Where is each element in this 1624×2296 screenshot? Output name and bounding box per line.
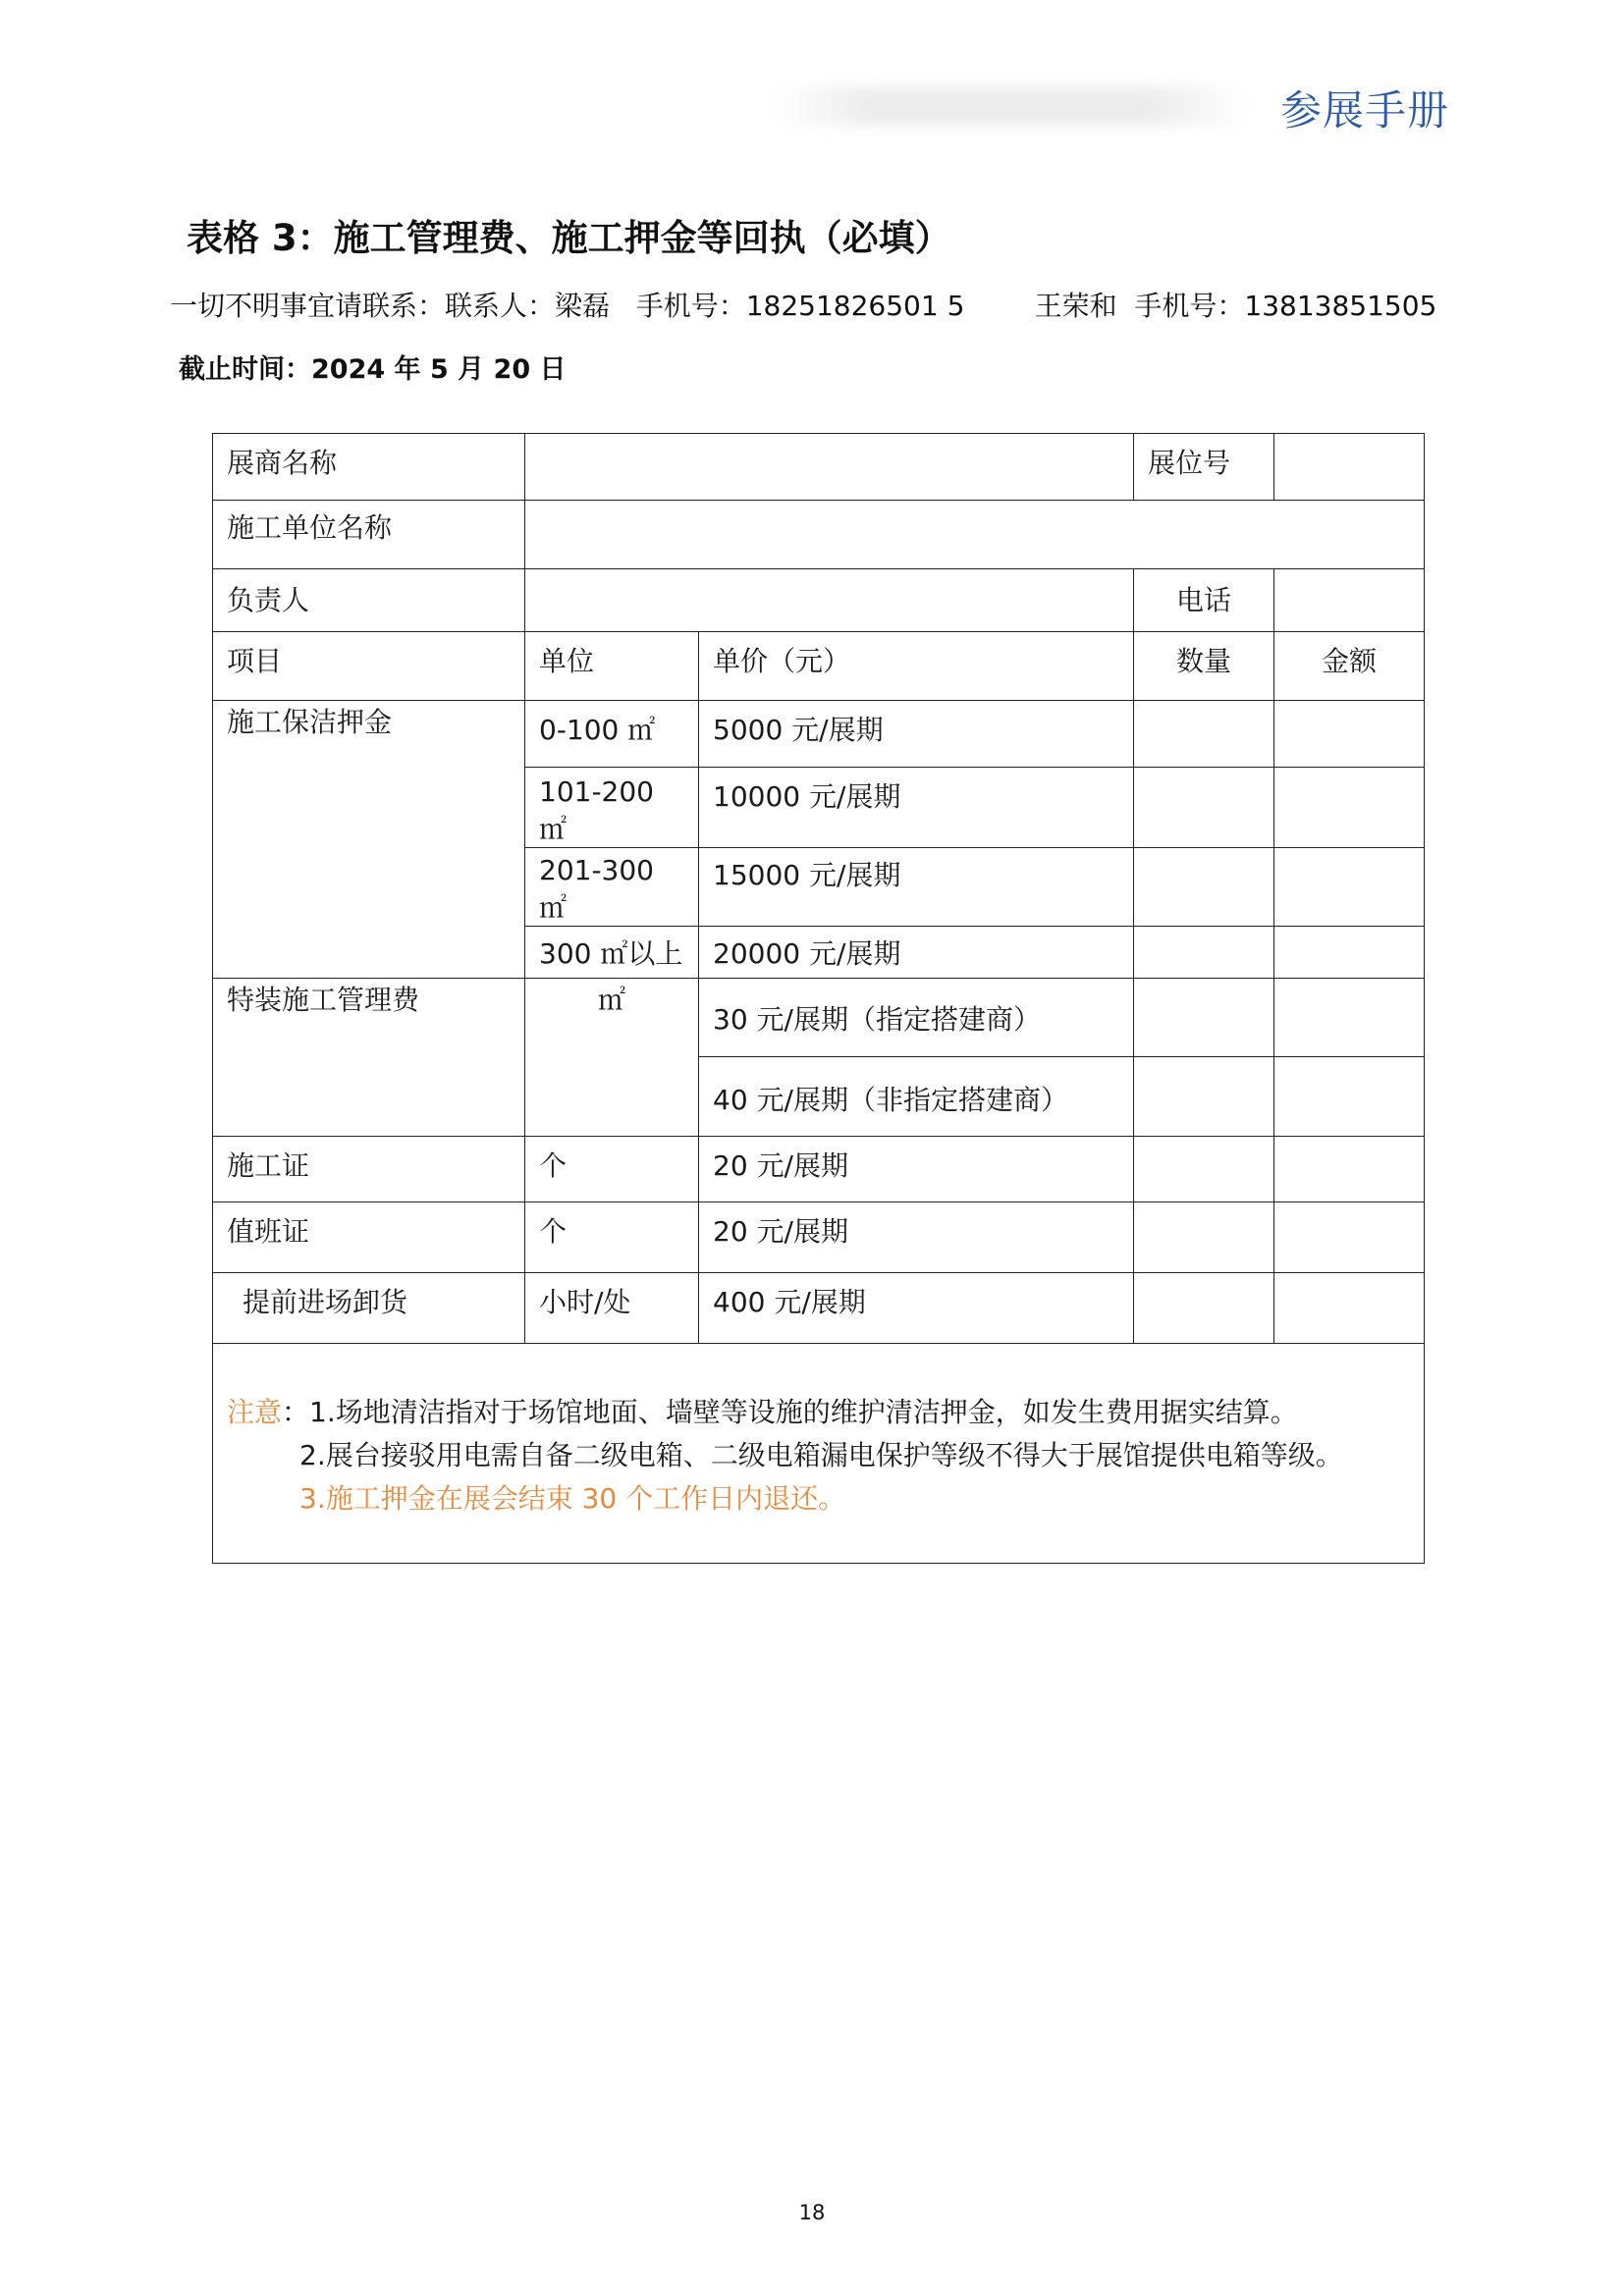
amount-input-cell[interactable]: [1274, 1273, 1425, 1344]
contact-line: 一切不明事宜请联系：联系人：梁磊 手机号：18251826501 5 王荣和 手机号：13813851505: [170, 290, 1437, 322]
mgmt-fee-unit: ㎡: [525, 979, 699, 1137]
booth-input-cell[interactable]: [1274, 434, 1425, 501]
amount-input-cell[interactable]: [1274, 1202, 1425, 1273]
deposit-price: 5000 元/展期: [699, 701, 1134, 768]
contractor-input-cell[interactable]: [525, 501, 1425, 569]
person-label: 负责人: [213, 569, 525, 632]
deposit-unit: 201-300 ㎡: [525, 848, 699, 927]
construction-pass-price: 20 元/展期: [699, 1137, 1134, 1202]
table-row: [213, 979, 1425, 1057]
early-unloading-price: 400 元/展期: [699, 1273, 1134, 1344]
deposit-price: 20000 元/展期: [699, 927, 1134, 979]
deposit-label: 施工保洁押金: [213, 701, 525, 979]
deadline: 截止时间：2024 年 5 月 20 日: [179, 354, 567, 385]
phone-input-cell[interactable]: [1274, 569, 1425, 632]
mgmt-fee-label: 特装施工管理费: [213, 979, 525, 1137]
construction-pass-label: 施工证: [213, 1137, 525, 1202]
qty-input-cell[interactable]: [1134, 1137, 1274, 1202]
phone-label: 电话: [1134, 569, 1274, 632]
note-1-text: ：1.场地清洁指对于场馆地面、墙壁等设施的维护清洁押金，如发生费用据实结算。: [282, 1396, 1298, 1428]
table-row: [213, 1273, 1425, 1344]
deposit-price: 10000 元/展期: [699, 768, 1134, 848]
page-number: 18: [798, 2201, 826, 2224]
col-qty-header: 数量: [1134, 632, 1274, 701]
notes-cell: [213, 1344, 1425, 1564]
duty-pass-price: 20 元/展期: [699, 1202, 1134, 1273]
deposit-unit: 300 ㎡以上: [525, 927, 699, 979]
qty-input-cell[interactable]: [1134, 701, 1274, 768]
mgmt-fee-price-non-designated: 40 元/展期（非指定搭建商）: [699, 1057, 1134, 1137]
col-price-header: 单价（元）: [699, 632, 1134, 701]
note-2: 2.展台接驳用电需自备二级电箱、二级电箱漏电保护等级不得大于展馆提供电箱等级。: [299, 1439, 1343, 1471]
qty-input-cell[interactable]: [1134, 979, 1274, 1057]
amount-input-cell[interactable]: [1274, 768, 1425, 848]
qty-input-cell[interactable]: [1134, 927, 1274, 979]
col-unit-header: 单位: [525, 632, 699, 701]
table-row: [213, 434, 1425, 501]
early-unloading-unit: 小时/处: [525, 1273, 699, 1344]
deposit-price: 15000 元/展期: [699, 848, 1134, 927]
note-3: 3.施工押金在展会结束 30 个工作日内退还。: [299, 1482, 846, 1515]
table-row: [213, 632, 1425, 701]
duty-pass-unit: 个: [525, 1202, 699, 1273]
amount-input-cell[interactable]: [1274, 1137, 1425, 1202]
person-input-cell[interactable]: [525, 569, 1134, 632]
qty-input-cell[interactable]: [1134, 1202, 1274, 1273]
note-label: 注意: [227, 1396, 283, 1428]
table-row: [213, 1344, 1425, 1564]
table-title: 表格 3：施工管理费、施工押金等回执（必填）: [187, 217, 951, 259]
amount-input-cell[interactable]: [1274, 848, 1425, 927]
table-row: [213, 569, 1425, 632]
duty-pass-label: 值班证: [213, 1202, 525, 1273]
header-redacted-text: [776, 86, 1247, 126]
exhibitor-label: 展商名称: [213, 434, 525, 501]
table-row: [213, 501, 1425, 569]
table-row: [213, 701, 1425, 768]
note-1: [227, 1391, 1410, 1434]
contractor-label: 施工单位名称: [213, 501, 525, 569]
deposit-unit: 0-100 ㎡: [525, 701, 699, 768]
qty-input-cell[interactable]: [1134, 848, 1274, 927]
table-row: [213, 1137, 1425, 1202]
mgmt-fee-price-designated: 30 元/展期（指定搭建商）: [699, 979, 1134, 1057]
early-unloading-label: 提前进场卸货: [213, 1273, 525, 1344]
qty-input-cell[interactable]: [1134, 768, 1274, 848]
table-row: [213, 1202, 1425, 1273]
col-amount-header: 金额: [1274, 632, 1425, 701]
amount-input-cell[interactable]: [1274, 927, 1425, 979]
qty-input-cell[interactable]: [1134, 1273, 1274, 1344]
qty-input-cell[interactable]: [1134, 1057, 1274, 1137]
construction-pass-unit: 个: [525, 1137, 699, 1202]
amount-input-cell[interactable]: [1274, 1057, 1425, 1137]
receipt-form-table: [212, 433, 1425, 1564]
booth-label: 展位号: [1134, 434, 1274, 501]
exhibitor-input-cell[interactable]: [525, 434, 1134, 501]
amount-input-cell[interactable]: [1274, 979, 1425, 1057]
col-item-header: 项目: [213, 632, 525, 701]
deposit-unit: 101-200 ㎡: [525, 768, 699, 848]
amount-input-cell[interactable]: [1274, 701, 1425, 768]
header-title: 参展手册: [1279, 86, 1449, 134]
